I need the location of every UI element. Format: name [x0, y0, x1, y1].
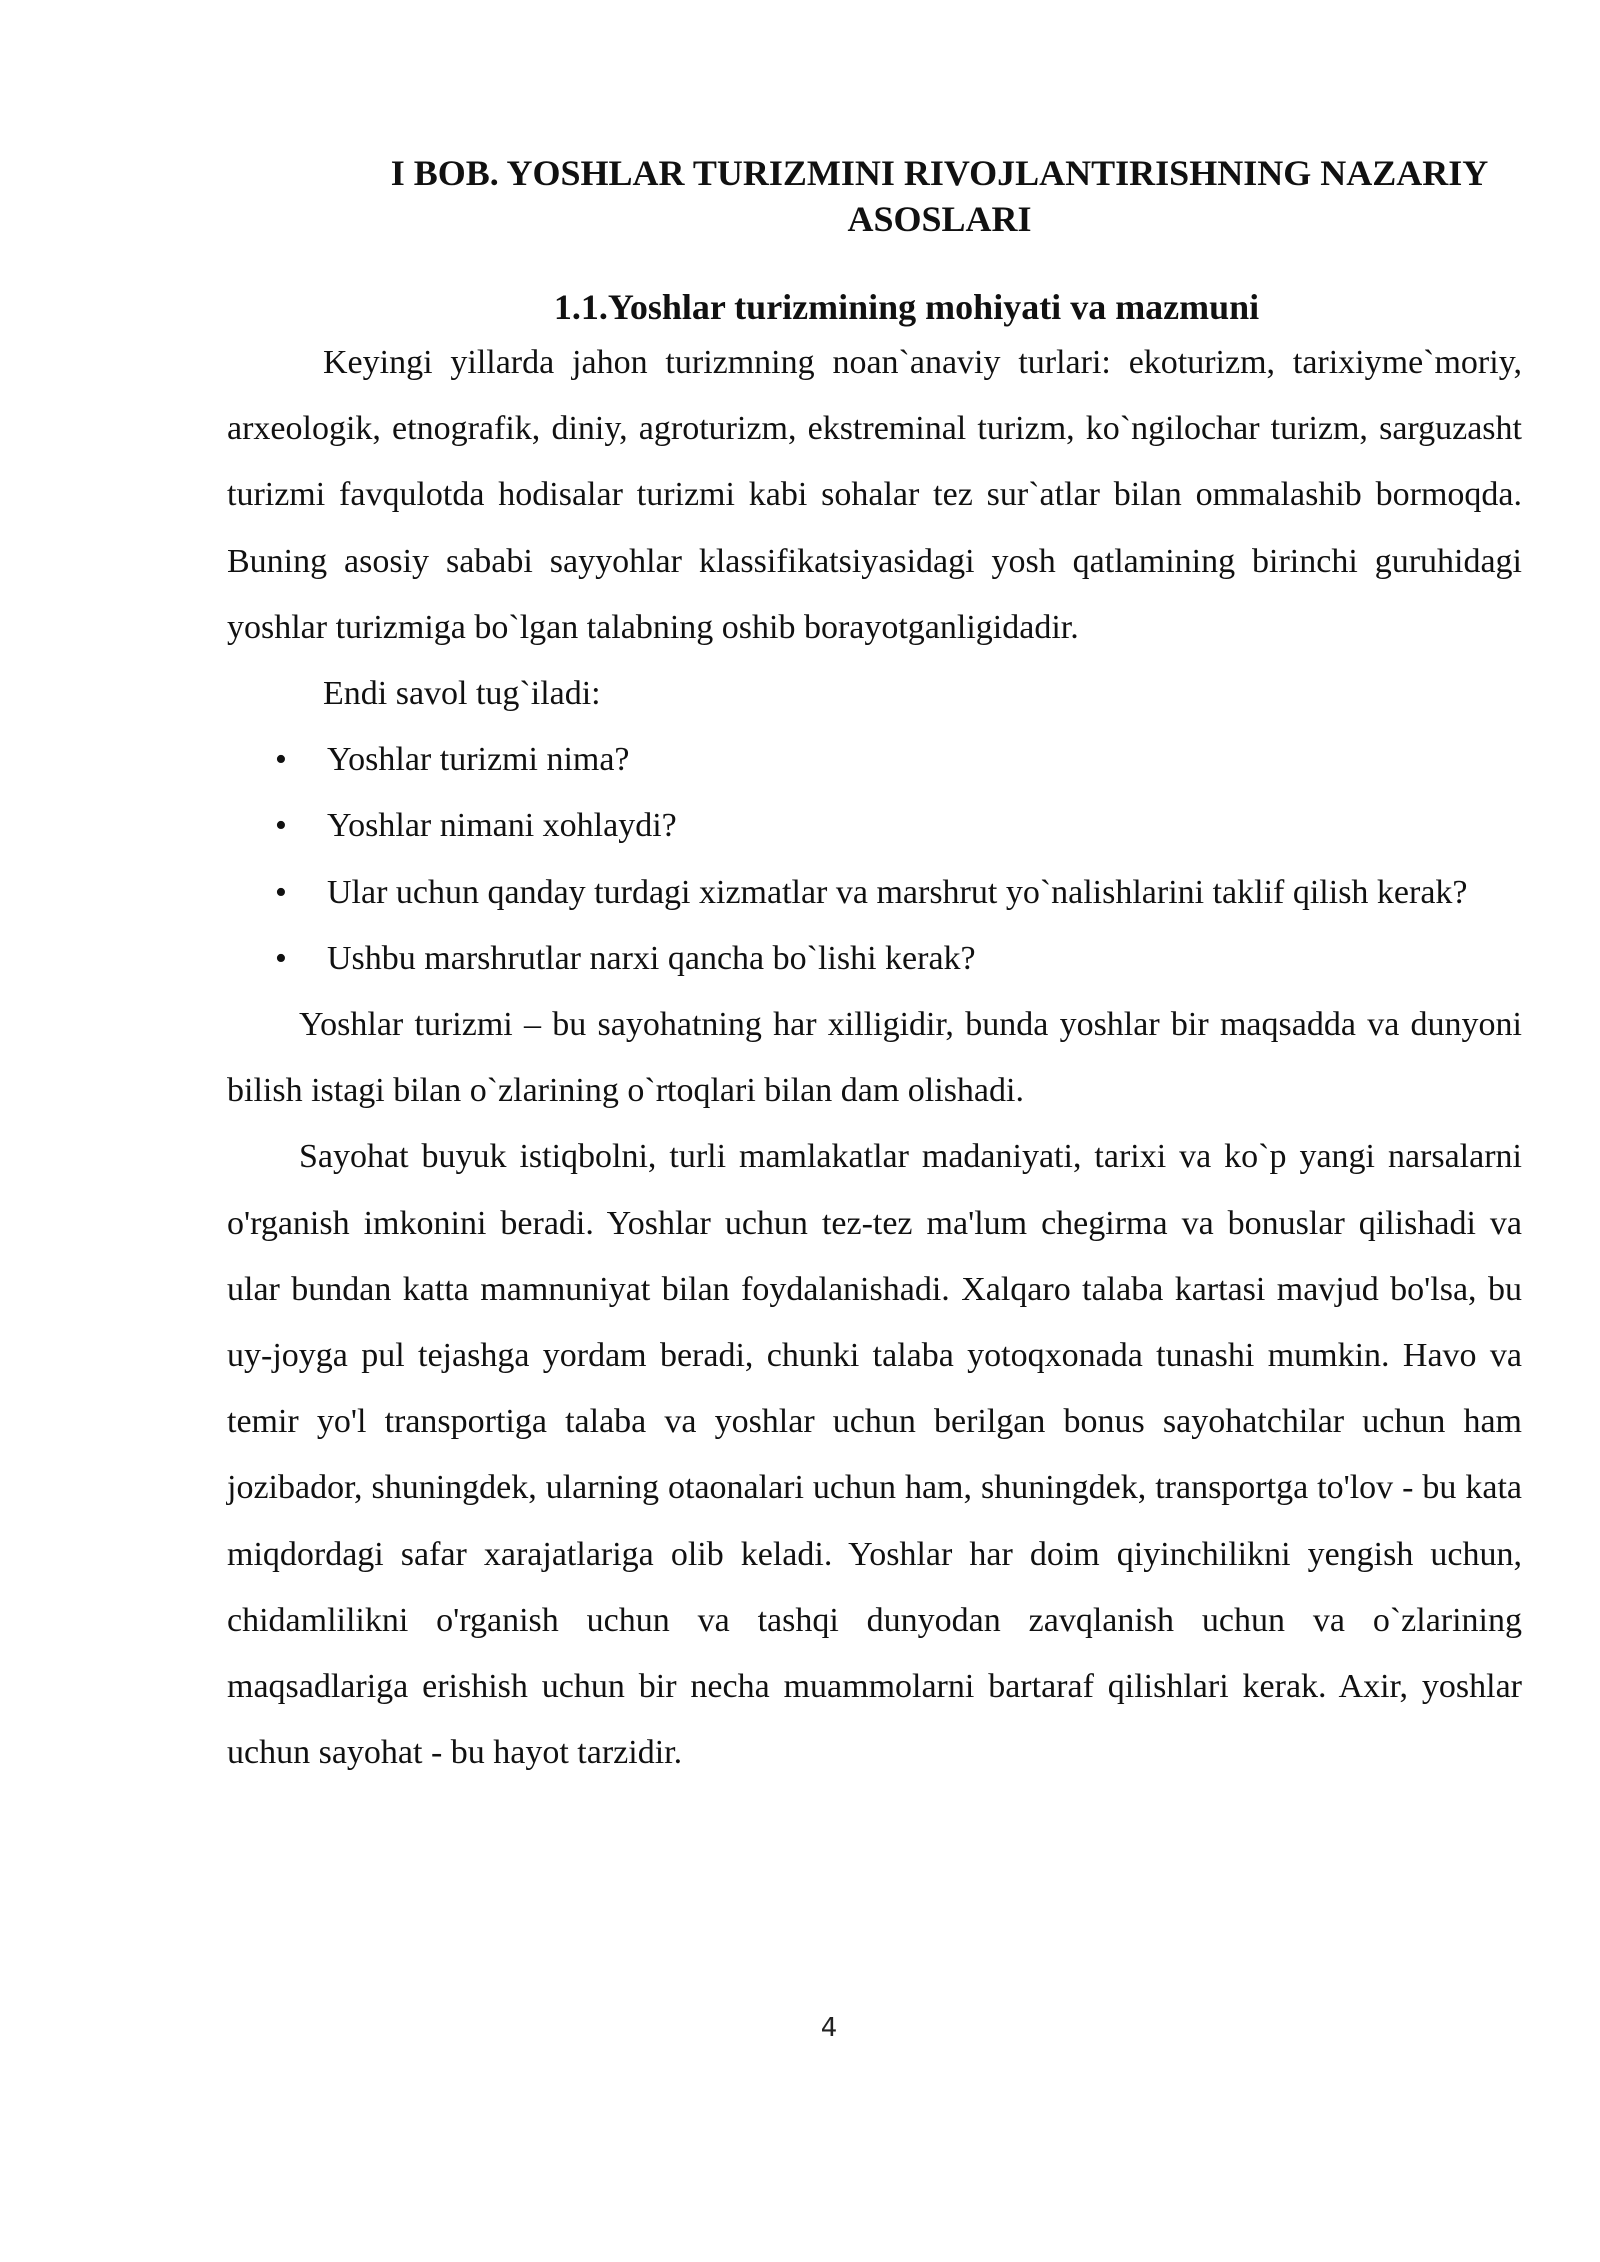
- bullet-icon: •: [275, 873, 287, 911]
- question-list: [227, 727, 1522, 992]
- list-item: [227, 727, 1522, 793]
- paragraph-benefits: Sayohat buyuk istiqbolni, turli mamlakatlar madaniyati, tarixi va ko`p yangi narsalarni o'rganish imkonini beradi. Yoshlar uchun tez-tez ma'lum chegirma va bonuslar qilishadi va ular bundan katta mamnuniyat bilan foydalanishadi. Xalqaro talaba kartasi mavjud bo'lsa, bu uy-joyga pul tejashga yordam beradi, chunki talaba yotoqxonada tunashi mumkin. Havo va temir yo'l transportiga talaba va yoshlar uchun berilgan bonus sayohatchilar uchun ham jozibador, shuningdek, ularning otaonalari uchun ham, shuningdek, transportga to'lov - bu kata miqdordagi safar xarajatlariga olib keladi. Yoshlar har doim qiyinchilikni yengish uchun, chidamlilikni o'rganish uchun va tashqi dunyodan zavqlanish uchun va o`zlarining maqsadlariga erishish uchun bir necha muammolarni bartaraf qilishlari kerak. Axir, yoshlar uchun sayohat - bu hayot tarzidir.: [227, 1138, 1522, 1772]
- list-item: [227, 926, 1522, 992]
- paragraph-intro: Keyingi yillarda jahon turizmning noan`anaviy turlari: ekoturizm, tarixiyme`moriy, arxeologik, etnografik, diniy, agroturizm, ekstreminal turizm, ko`ngilochar turizm, sarguzasht turizmi favqulotda hodisalar turizmi kabi sohalar tez sur`atlar bilan ommalashib bormoqda. Buning asosiy sababi sayyohlar klassifikatsiyasidagi yosh qatlamining birinchi guruhidagi yoshlar turizmiga bo`lgan talabning oshib borayotganligidadir.: [227, 344, 1522, 646]
- paragraph-definition: Yoshlar turizmi – bu sayohatning har xilligidir, bunda yoshlar bir maqsadda va dunyoni bilish istagi bilan o`zlarining o`rtoqlari bilan dam olishadi.: [227, 1006, 1522, 1110]
- list-item: [227, 860, 1522, 926]
- question-text: Ushbu marshrutlar narxi qancha bo`lishi kerak?: [327, 939, 976, 977]
- bullet-icon: •: [275, 807, 287, 845]
- question-text: Ular uchun qanday turdagi xizmatlar va marshrut yo`nalishlarini taklif qilish kerak?: [327, 873, 1468, 911]
- document-page: [227, 150, 1522, 1786]
- bullet-icon: •: [275, 741, 287, 779]
- section-title: 1.1.Yoshlar turizmining mohiyati va mazmuni: [553, 287, 1260, 327]
- chapter-title: I BOB. YOSHLAR TURIZMINI RIVOJLANTIRISHNING NAZARIY ASOSLARI: [390, 153, 1489, 239]
- question-text: Yoshlar nimani xohlaydi?: [327, 807, 677, 845]
- list-item: [227, 793, 1522, 859]
- question-text: Yoshlar turizmi nima?: [327, 741, 630, 779]
- bullet-icon: •: [275, 939, 287, 977]
- page-number: 4: [820, 2013, 838, 2043]
- paragraph-question-lead: Endi savol tug`iladi:: [323, 675, 601, 713]
